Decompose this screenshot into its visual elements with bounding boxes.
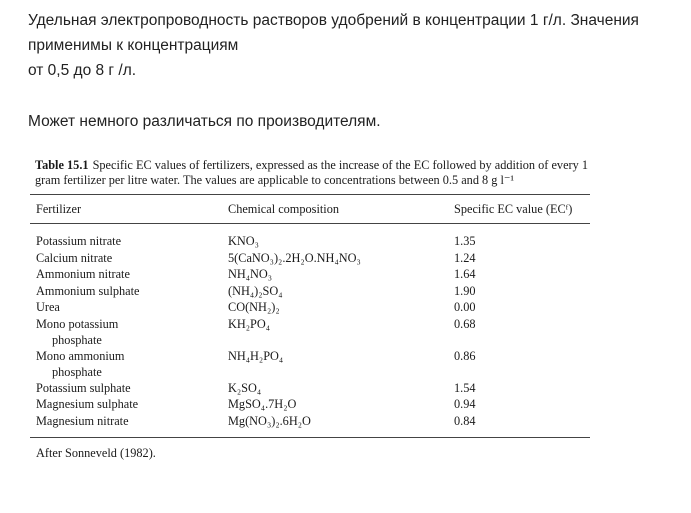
fertilizer-name: Ammonium nitrate [36, 267, 130, 281]
cell-ec-value: 1.64 [454, 267, 476, 281]
header-fertilizer: Fertilizer [36, 202, 82, 216]
table-row [30, 299, 590, 316]
cell-composition: MgSO₄.7H₂O [228, 397, 297, 411]
cell-composition: NH₄NO₃ [228, 267, 273, 281]
intro-line-1: Удельная электропроводность растворов удобрений в концентрации 1 г/л. Значения [28, 12, 639, 29]
header-ec: Specific EC value (ECᶠ) [454, 202, 573, 216]
cell-composition: Mg(NO₃)₂.6H₂O [228, 413, 311, 428]
intro-line-2: применимы к концентрациям [28, 37, 239, 54]
cell-composition: KH₂PO₄ [228, 316, 271, 331]
spacer [28, 83, 691, 109]
table-row [30, 224, 590, 250]
cell-ec-value: 1.35 [454, 234, 476, 248]
cell-ec-value: 1.24 [454, 250, 476, 265]
cell-fertilizer [30, 283, 222, 300]
table-row [30, 316, 590, 348]
cell-fertilizer [30, 250, 222, 267]
cell-fertilizer [30, 266, 222, 283]
table-row [30, 250, 590, 267]
cell-composition: KNO₃ [228, 234, 259, 248]
cell-fertilizer [30, 316, 222, 348]
fertilizer-name: Potassium nitrate [36, 234, 122, 248]
table-caption [30, 158, 590, 188]
fertilizer-name: Calcium nitrate [36, 250, 113, 265]
cell-fertilizer [30, 224, 222, 250]
table-header-row [30, 195, 590, 223]
fertilizer-name: Magnesium sulphate [36, 397, 139, 411]
cell-composition: K₂SO₄ [228, 380, 262, 395]
table-label: Table 15.1 [35, 158, 89, 172]
cell-fertilizer [30, 413, 222, 438]
fertilizer-name: Ammonium sulphate [36, 283, 140, 298]
cell-fertilizer [30, 348, 222, 380]
cell-fertilizer [30, 396, 222, 413]
table-row [30, 396, 590, 413]
cell-ec-value: 0.94 [454, 397, 476, 411]
cell-ec-value: 1.54 [454, 380, 476, 395]
intro-text [28, 8, 691, 134]
table-row [30, 413, 590, 438]
cell-fertilizer [30, 299, 222, 316]
intro-note: Может немного различаться по производителям. [28, 113, 381, 130]
cell-composition: (NH₄)₂SO₄ [228, 283, 283, 298]
cell-ec-value: 0.00 [454, 300, 476, 314]
cell-composition: NH₄H₂PO₄ [228, 348, 284, 363]
fertilizer-name-continued: phosphate [52, 332, 102, 347]
fertilizer-name: Urea [36, 300, 60, 314]
table-row [30, 348, 590, 380]
fertilizer-name: Mono potassium [36, 316, 119, 331]
table-source: After Sonneveld (1982). [36, 446, 156, 460]
intro-line-3: от 0,5 до 8 г /л. [28, 62, 137, 79]
fertilizer-name: Mono ammonium [36, 348, 125, 363]
cell-ec-value: 0.86 [454, 348, 476, 363]
cell-fertilizer [30, 380, 222, 397]
cell-ec-value: 0.84 [454, 413, 476, 428]
fertilizer-name: Potassium sulphate [36, 380, 131, 395]
table-row [30, 283, 590, 300]
cell-ec-value: 1.90 [454, 283, 476, 298]
fertilizer-name: Magnesium nitrate [36, 413, 129, 428]
header-composition: Chemical composition [228, 202, 339, 216]
table-caption-text: Specific EC values of fertilizers, expressed as the increase of the EC followed by addition of every 1 gram fertilizer per litre water. The values are applicable to concentrations between 0.5 and 8 g l⁻¹ [35, 158, 589, 187]
table-row [30, 266, 590, 283]
cell-composition: 5(CaNO₃)₂.2H₂O.NH₄NO₃ [228, 250, 361, 265]
fertilizer-name-continued: phosphate [52, 364, 102, 379]
table-row [30, 380, 590, 397]
cell-ec-value: 0.68 [454, 316, 476, 331]
table-body [30, 224, 590, 437]
cell-composition: CO(NH₂)₂ [228, 300, 280, 314]
table-figure [30, 158, 590, 461]
fertilizer-table [30, 195, 590, 437]
